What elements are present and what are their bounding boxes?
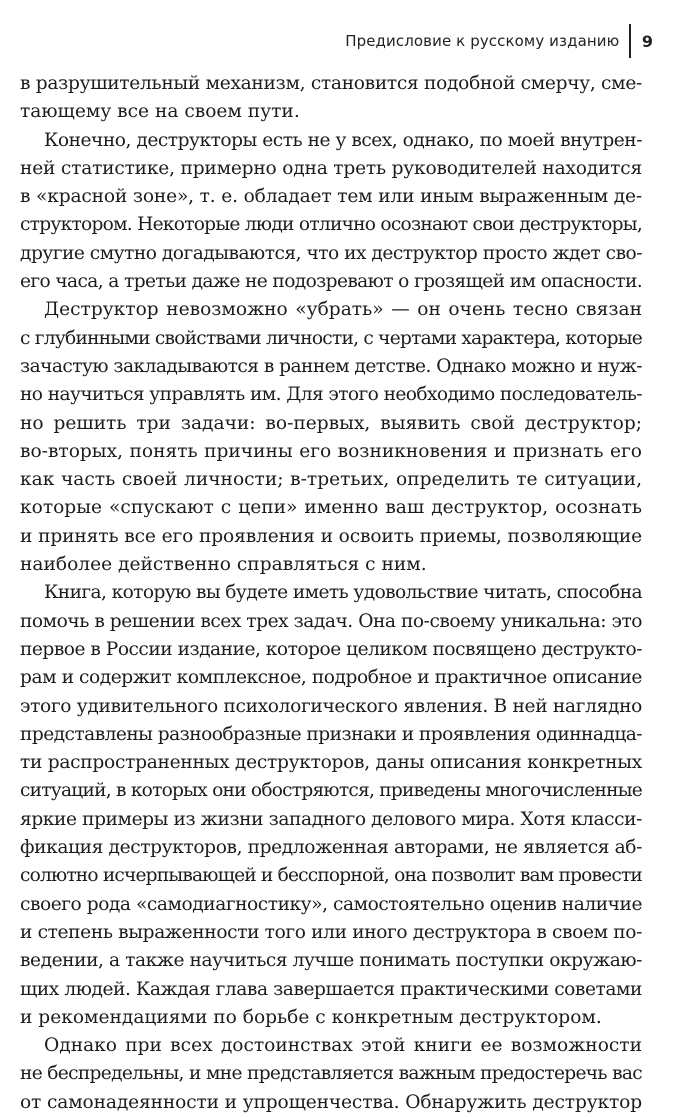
paragraph <box>20 70 642 127</box>
text-line: ситуаций, в которых они обостряются, приведены многочисленные <box>20 780 642 802</box>
text-line: и принять все его проявления и освоить приемы, позволяющие <box>20 525 642 547</box>
paragraph <box>20 296 642 579</box>
running-title: Предисловие к русскому изданию <box>345 32 620 50</box>
text-line: ведении, а также научиться лучше понимать поступки окружаю- <box>20 950 643 972</box>
text-line: Книга, которую вы будете иметь удовольствие читать, способна <box>44 582 643 604</box>
text-line: солютно исчерпывающей и бесспорной, она позволит вам провести <box>20 865 643 887</box>
text-line: ти распространенных деструкторов, даны описания конкретных <box>20 752 642 774</box>
text-line: как часть своей личности; в-третьих, определить те ситуации, <box>20 469 642 491</box>
text-line: щих людей. Каждая глава завершается практическими советами <box>20 978 642 1000</box>
text-line: яркие примеры из жизни западного делового мира. Хотя класси- <box>20 808 642 830</box>
text-line: от самонадеянности и упрощенчества. Обнаружить деструктор <box>20 1091 642 1113</box>
paragraph <box>20 1032 642 1117</box>
text-line: в «красной зоне», т. е. обладает тем или иным выраженным де- <box>20 186 643 208</box>
text-line: фикация деструкторов, предложенная авторами, не является аб- <box>20 837 642 859</box>
text-line: тающему все на своем пути. <box>20 101 300 123</box>
text-line: структором. Некоторые люди отлично осознают свои деструкторы, <box>20 214 643 236</box>
text-line: своего рода «самодиагностику», самостоятельно оценив наличие <box>20 893 643 915</box>
text-line: первое в России издание, которое целиком посвящено деструкто- <box>20 638 642 660</box>
text-line: в разрушительный механизм, становится подобной смерчу, сме- <box>20 73 643 94</box>
text-line: и рекомендациями по борьбе с конкретным деструктором. <box>20 1006 602 1028</box>
text-line: и степень выраженности того или иного деструктора в своем по- <box>20 921 642 943</box>
text-line: с глубинными свойствами личности, с чертами характера, которые <box>20 327 643 349</box>
text-line: Конечно, деструкторы есть не у всех, однако, по моей внутрен- <box>44 129 642 151</box>
running-head <box>345 24 653 58</box>
text-line: помочь в решении всех трех задач. Она по-своему уникальна: это <box>20 610 643 632</box>
text-line: представлены разнообразные признаки и проявления одиннадца- <box>20 723 643 745</box>
text-line: которые «спускают с цепи» именно ваш деструктор, осознать <box>20 497 642 519</box>
text-line: этого удивительного психологического явления. В ней наглядно <box>20 695 642 717</box>
body-text <box>20 70 642 1117</box>
text-line: ней статистике, примерно одна треть руководителей находится <box>20 157 643 179</box>
text-line: Деструктор невозможно «убрать» — он очень тесно связан <box>44 299 642 321</box>
text-line: но решить три задачи: во-первых, выявить свой деструктор; <box>20 412 642 434</box>
text-line: Однако при всех достоинствах этой книги ее возможности <box>44 1035 642 1057</box>
text-line: рам и содержит комплексное, подробное и практичное описание <box>20 667 642 689</box>
paragraph <box>20 579 642 1032</box>
text-line: другие смутно догадываются, что их деструктор просто ждет сво- <box>20 242 643 264</box>
text-line: не беспредельны, и мне представляется важным предостеречь вас <box>20 1063 642 1085</box>
text-line: но научиться управлять им. Для этого необходимо последователь- <box>20 384 642 406</box>
text-line: наиболее действенно справляться с ним. <box>20 554 427 576</box>
text-line: зачастую закладываются в раннем детстве. Однако можно и нуж- <box>20 355 642 377</box>
text-line: во-вторых, понять причины его возникновения и признать его <box>20 440 642 462</box>
page-number: 9 <box>641 31 653 51</box>
paragraph <box>20 127 642 297</box>
text-line: его часа, а третьи даже не подозревают о грозящей им опасности. <box>20 271 643 293</box>
